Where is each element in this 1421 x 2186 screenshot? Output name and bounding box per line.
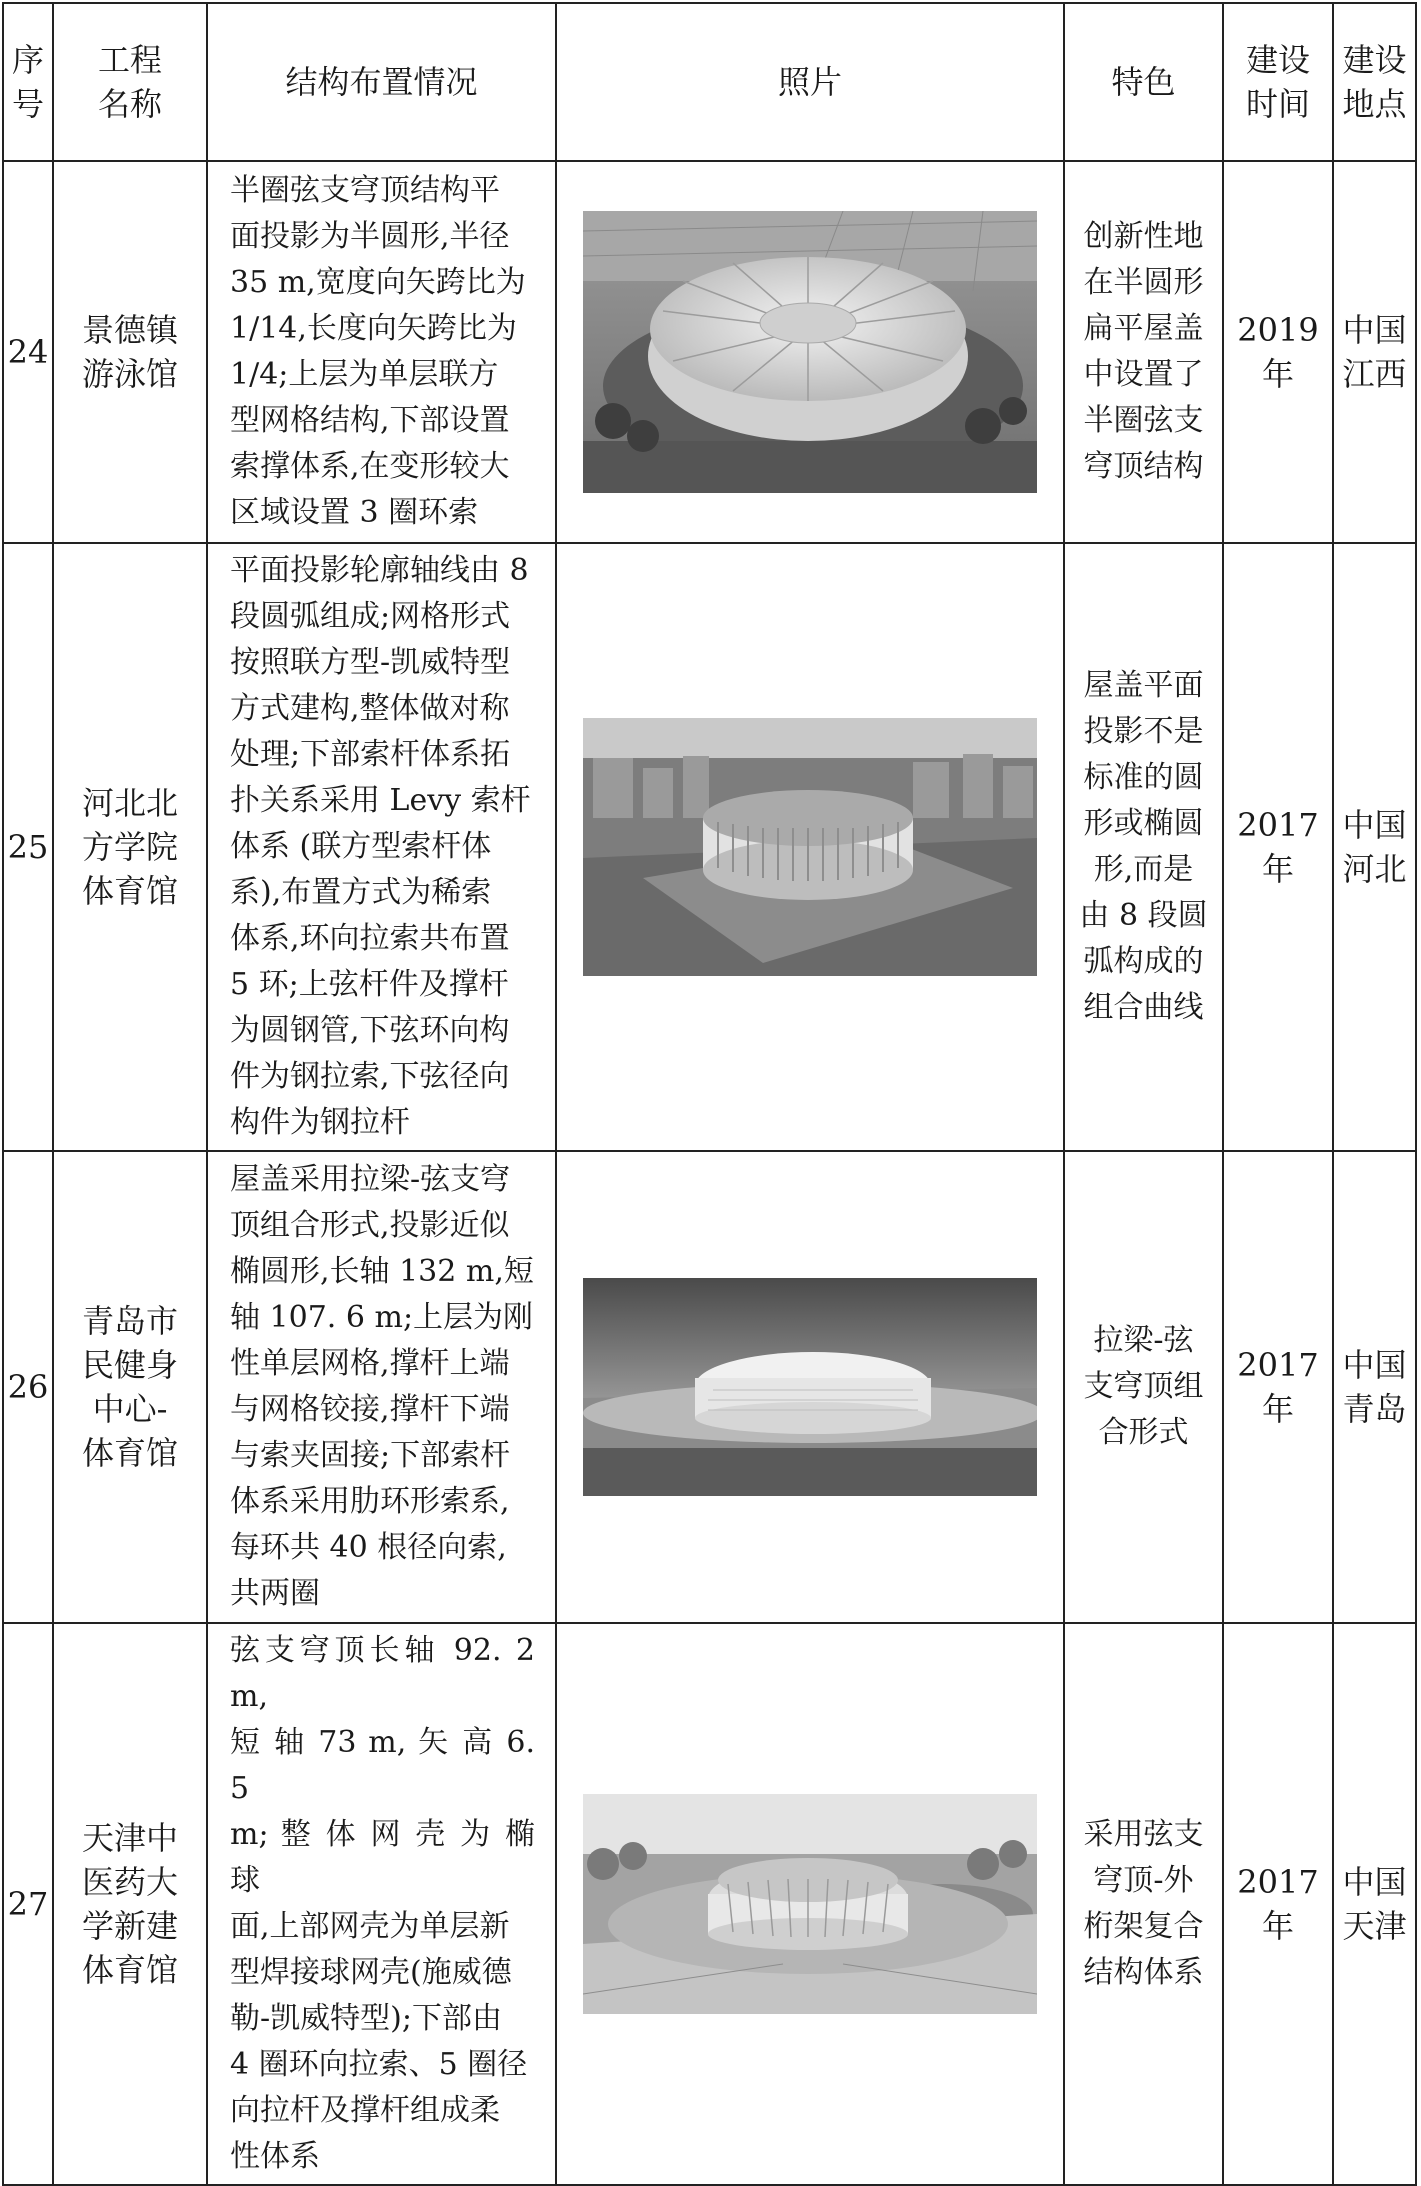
row-no: 26 xyxy=(3,1151,53,1623)
row-structure: 屋盖采用拉梁-弦支穹 顶组合形式,投影近似 椭圆形,长轴 132 m,短 轴 107. 6 m;上层为刚 性单层网格,撑杆上端 与网格铰接,撑杆下端 与索夹固接;下部索杆 体系采用肋环形索系, 每环共 40 根径向索, 共两圈 xyxy=(207,1151,556,1623)
row-no: 27 xyxy=(3,1623,53,2185)
row-photo xyxy=(556,1151,1064,1623)
row-time: 2017 年 xyxy=(1223,1623,1333,2185)
row-project-name: 河北北 方学院 体育馆 xyxy=(53,543,207,1151)
header-place: 建设 地点 xyxy=(1333,3,1416,161)
stadium-photo xyxy=(583,718,1037,976)
stadium-photo xyxy=(583,211,1037,493)
row-feature: 拉梁-弦 支穹顶组 合形式 xyxy=(1064,1151,1223,1623)
header-photo: 照片 xyxy=(556,3,1064,161)
stadium-photo xyxy=(583,1794,1037,2014)
table-row xyxy=(3,161,1416,543)
row-place: 中国 河北 xyxy=(1333,543,1416,1151)
row-feature: 创新性地 在半圆形 扁平屋盖 中设置了 半圈弦支 穹顶结构 xyxy=(1064,161,1223,543)
row-time: 2019 年 xyxy=(1223,161,1333,543)
table-row xyxy=(3,543,1416,1151)
row-feature: 屋盖平面 投影不是 标准的圆 形或椭圆 形,而是 由 8 段圆 弧构成的 组合曲线 xyxy=(1064,543,1223,1151)
row-project-name: 天津中 医药大 学新建 体育馆 xyxy=(53,1623,207,2185)
row-structure: 弦支穹顶长轴 92. 2 m, 短 轴 73 m, 矢 高 6. 5 m; 整 体 网 壳 为 椭 球 面,上部网壳为单层新 型焊接球网壳(施威德 勒-凯威特型);下部由 4 圈环向拉索、5 圈径 向拉杆及撑杆组成柔 性体系 xyxy=(207,1623,556,2185)
row-place: 中国 天津 xyxy=(1333,1623,1416,2185)
row-photo xyxy=(556,543,1064,1151)
project-table xyxy=(2,2,1417,2186)
header-structure: 结构布置情况 xyxy=(207,3,556,161)
row-photo xyxy=(556,1623,1064,2185)
row-no: 25 xyxy=(3,543,53,1151)
row-time: 2017 年 xyxy=(1223,1151,1333,1623)
row-structure: 半圈弦支穹顶结构平 面投影为半圆形,半径 35 m,宽度向矢跨比为 1/14,长度向矢跨比为 1/4;上层为单层联方 型网格结构,下部设置 索撑体系,在变形较大 区域设置 3 圈环索 xyxy=(207,161,556,543)
header-no: 序 号 xyxy=(3,3,53,161)
header-row xyxy=(3,3,1416,161)
table-row xyxy=(3,1151,1416,1623)
row-place: 中国 江西 xyxy=(1333,161,1416,543)
row-no: 24 xyxy=(3,161,53,543)
row-feature: 采用弦支 穹顶-外 桁架复合 结构体系 xyxy=(1064,1623,1223,2185)
header-feature: 特色 xyxy=(1064,3,1223,161)
header-time: 建设 时间 xyxy=(1223,3,1333,161)
row-photo xyxy=(556,161,1064,543)
row-project-name: 青岛市 民健身 中心- 体育馆 xyxy=(53,1151,207,1623)
row-project-name: 景德镇 游泳馆 xyxy=(53,161,207,543)
row-place: 中国 青岛 xyxy=(1333,1151,1416,1623)
stadium-photo xyxy=(583,1278,1037,1496)
header-name: 工程 名称 xyxy=(53,3,207,161)
row-structure: 平面投影轮廓轴线由 8 段圆弧组成;网格形式 按照联方型-凯威特型 方式建构,整体做对称 处理;下部索杆体系拓 扑关系采用 Levy 索杆 体系 (联方型索杆体 系),布置方式为稀索 体系,环向拉索共布置 5 环;上弦杆件及撑杆 为圆钢管,下弦环向构 件为钢拉索,下弦径向 构件为钢拉杆 xyxy=(207,543,556,1151)
table-row xyxy=(3,1623,1416,2185)
row-time: 2017 年 xyxy=(1223,543,1333,1151)
